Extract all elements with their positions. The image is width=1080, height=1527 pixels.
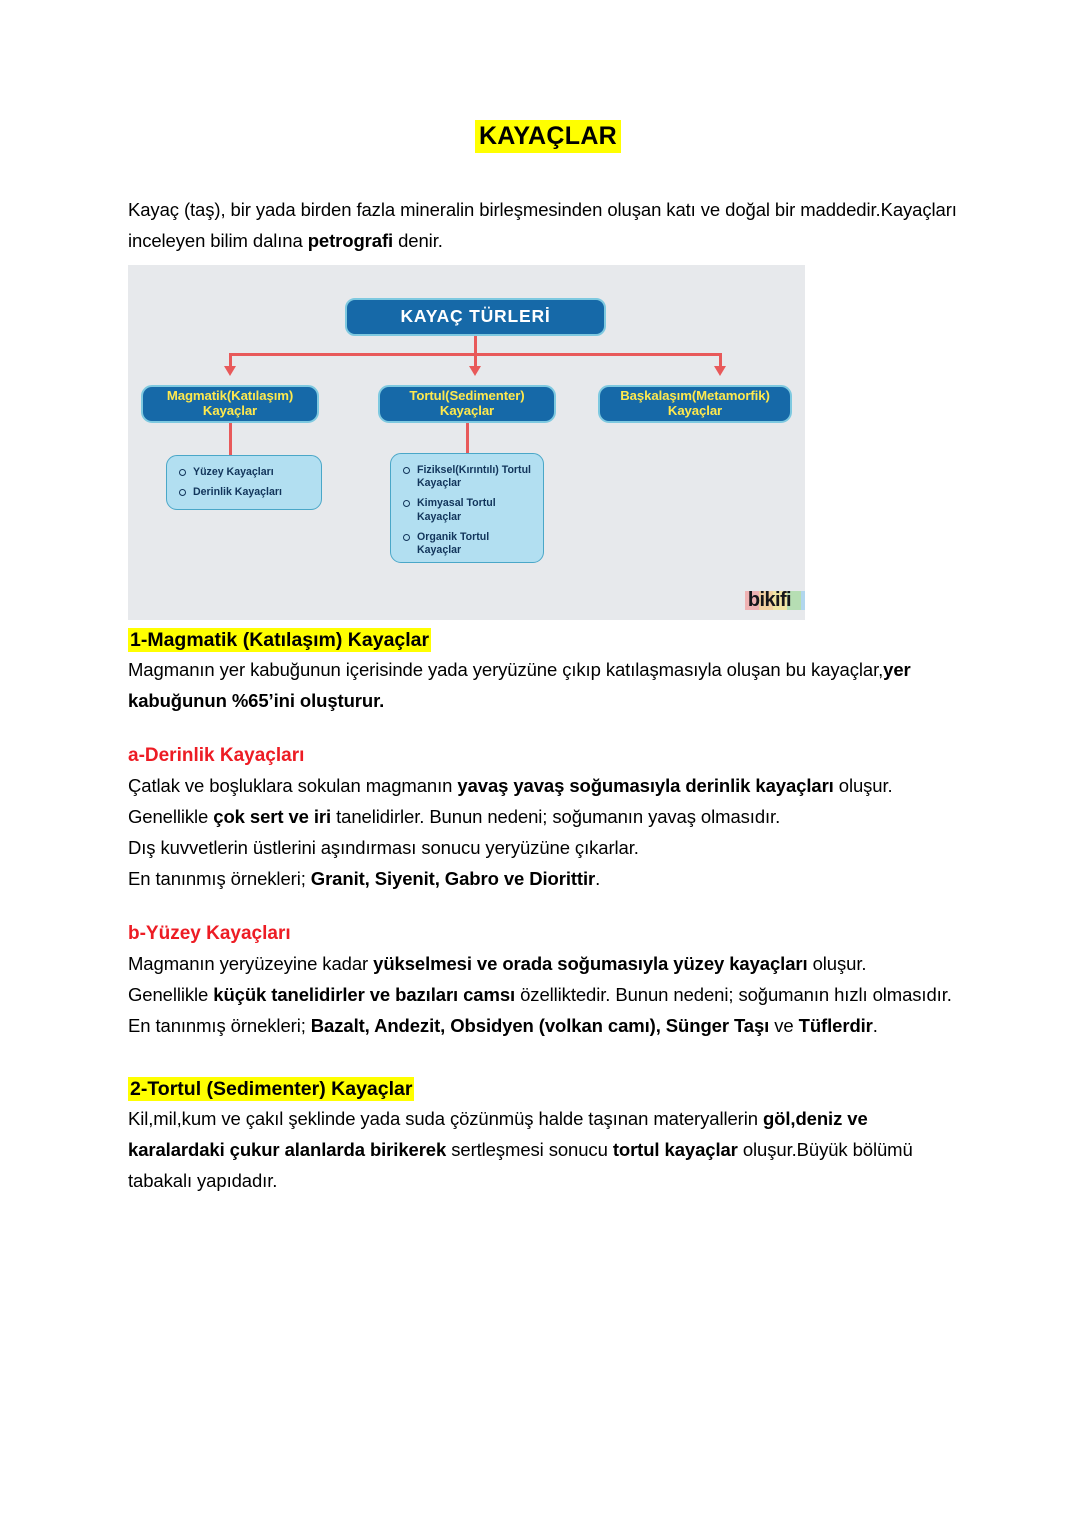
subbox-tortul-list: [390, 453, 544, 563]
intro-bold-petrografi: petrografi: [307, 230, 394, 251]
paragraph-bold: Bazalt, Andezit, Obsidyen (volkan camı), Sünger Taşı: [310, 1015, 770, 1036]
paragraph-bold: küçük tanelidirler ve bazıları camsı: [213, 984, 516, 1005]
paragraph-yuzey-3: [128, 1010, 968, 1041]
connector-magmatik-sub: [229, 423, 232, 455]
diagram-box-tortul-line1: Tortul(Sedimenter): [409, 388, 525, 404]
paragraph-text: Magmanın yer kabuğunun içerisinde yada yeryüzüne çıkıp katılaşmasıyla oluşan bu kayaçlar,: [128, 659, 884, 680]
connector-root-stem: [474, 336, 477, 354]
diagram-box-magmatik-line2: Kayaçlar: [202, 403, 258, 418]
diagram-box-magmatik-label: [167, 389, 293, 419]
paragraph-derinlik-2: [128, 801, 968, 832]
page-title-text: KAYAÇLAR: [475, 120, 621, 153]
list-item: [179, 486, 311, 499]
paragraph-bold: çok sert ve iri: [213, 806, 332, 827]
heading-tortul-text: 2-Tortul (Sedimenter) Kayaçlar: [130, 1078, 413, 1100]
heading-tortul: [128, 1075, 968, 1103]
paragraph-bold: tortul kayaçlar: [612, 1139, 738, 1160]
diagram-root-label: KAYAÇ TÜRLERİ: [400, 306, 551, 327]
diagram-box-baskalasim-label: [620, 389, 770, 419]
paragraph-text: ve: [769, 1015, 799, 1036]
arrow-head-right: [714, 366, 726, 376]
paragraph-text: oluşur.Büyük bölümü tabakalı yapıdadır.: [128, 1139, 913, 1191]
heading-magmatik: [128, 626, 968, 654]
paragraph-bold: Tüflerdir: [798, 1015, 873, 1036]
paragraph-text: En tanınmış örnekleri;: [128, 868, 311, 889]
bullet-circle-icon: [403, 467, 410, 474]
diagram-box-tortul-line2: Kayaçlar: [439, 403, 495, 418]
paragraph-derinlik-3: [128, 832, 968, 863]
paragraph-text: Genellikle: [128, 984, 214, 1005]
paragraph-text: Genellikle: [128, 806, 214, 827]
paragraph-magmatik: [128, 654, 968, 716]
paragraph-yuzey-1: [128, 948, 968, 979]
bullet-circle-icon: [403, 534, 410, 541]
paragraph-text: sertleşmesi sonucu: [446, 1139, 613, 1160]
paragraph-bold: yer kabuğunun %65’ini oluşturur.: [128, 659, 911, 711]
diagram-box-baskalasim-line2: Kayaçlar: [667, 403, 723, 418]
connector-tortul-sub: [466, 423, 469, 453]
paragraph-bold: Granit, Siyenit, Gabro ve Diorittir: [310, 868, 596, 889]
paragraph-tortul: [128, 1103, 968, 1196]
list-item: [179, 466, 311, 479]
diagram-box-baskalasim-line1: Başkalaşım(Metamorfik): [620, 388, 770, 404]
list-item: [403, 464, 533, 490]
arrow-head-center: [469, 366, 481, 376]
bullet-circle-icon: [179, 469, 186, 476]
paragraph-text: Dış kuvvetlerin üstlerini aşındırması sonucu yeryüzüne çıkarlar.: [128, 837, 639, 858]
paragraph-text: En tanınmış örnekleri;: [128, 1015, 311, 1036]
intro-text-b: denir.: [393, 230, 443, 251]
subbox-magmatik-list: [166, 455, 322, 510]
paragraph-derinlik-1: [128, 770, 968, 801]
heading-yuzey: b-Yüzey Kayaçları: [128, 923, 291, 944]
page-title: [128, 0, 968, 151]
list-item-label: Organik Tortul Kayaçlar: [417, 530, 490, 557]
connector-branch-center: [474, 353, 477, 367]
paragraph-text: oluşur.: [807, 953, 867, 974]
logo-text: bikifi: [747, 589, 791, 611]
list-item-label: Yüzey Kayaçları: [193, 466, 274, 478]
paragraph-text: oluşur.: [833, 775, 893, 796]
document-content: [128, 0, 968, 1196]
diagram-box-tortul: [378, 385, 556, 423]
paragraph-text: Kil,mil,kum ve çakıl şeklinde yada suda çözünmüş halde taşınan materyallerin: [128, 1108, 763, 1129]
paragraph-text: Magmanın yeryüzeyine kadar: [128, 953, 374, 974]
list-item: [403, 497, 533, 523]
paragraph-yuzey-2: [128, 979, 968, 1010]
paragraph-text: .: [872, 1015, 878, 1036]
diagram-root-box: [345, 298, 606, 336]
intro-text-a: Kayaç (taş), bir yada birden fazla mineralin birleşmesinden oluşan katı ve doğal bir maddedir.Kayaçları inceleyen bilim dalına: [128, 199, 957, 251]
paragraph-text: özelliktedir. Bunun nedeni; soğumanın hızlı olmasıdır.: [515, 984, 952, 1005]
list-item-label: Kimyasal Tortul Kayaçlar: [417, 497, 496, 523]
heading-magmatik-text: 1-Magmatik (Katılaşım) Kayaçlar: [130, 629, 430, 651]
paragraph-bold: göl,deniz ve karalardaki çukur alanlarda birikerek: [128, 1108, 868, 1160]
paragraph-text: tanelidirler. Bunun nedeni; soğumanın yavaş olmasıdır.: [331, 806, 781, 827]
paragraph-text: Çatlak ve boşluklara sokulan magmanın: [128, 775, 458, 796]
rock-types-diagram: [128, 265, 805, 620]
diagram-box-magmatik: [141, 385, 319, 423]
diagram-box-magmatik-line1: Magmatik(Katılaşım): [166, 388, 294, 404]
paragraph-text: .: [595, 868, 601, 889]
connector-branch-right: [719, 353, 722, 367]
paragraph-bold: yükselmesi ve orada soğumasıyla yüzey kayaçları: [373, 953, 808, 974]
bullet-circle-icon: [179, 489, 186, 496]
bikifi-logo: [747, 588, 792, 612]
heading-derinlik: a-Derinlik Kayaçları: [128, 745, 305, 766]
list-item-label: Derinlik Kayaçları: [193, 486, 282, 499]
connector-branch-left: [229, 353, 232, 367]
list-item-label: Fiziksel(Kırıntılı) Tortul Kayaçlar: [417, 464, 531, 490]
intro-paragraph: [128, 151, 968, 256]
diagram-box-tortul-label: [409, 389, 524, 419]
diagram-box-baskalasim: [598, 385, 792, 423]
arrow-head-left: [224, 366, 236, 376]
paragraph-derinlik-4: [128, 863, 968, 894]
paragraph-bold: yavaş yavaş soğumasıyla derinlik kayaçları: [457, 775, 834, 796]
bullet-circle-icon: [403, 500, 410, 507]
list-item: [403, 531, 533, 557]
